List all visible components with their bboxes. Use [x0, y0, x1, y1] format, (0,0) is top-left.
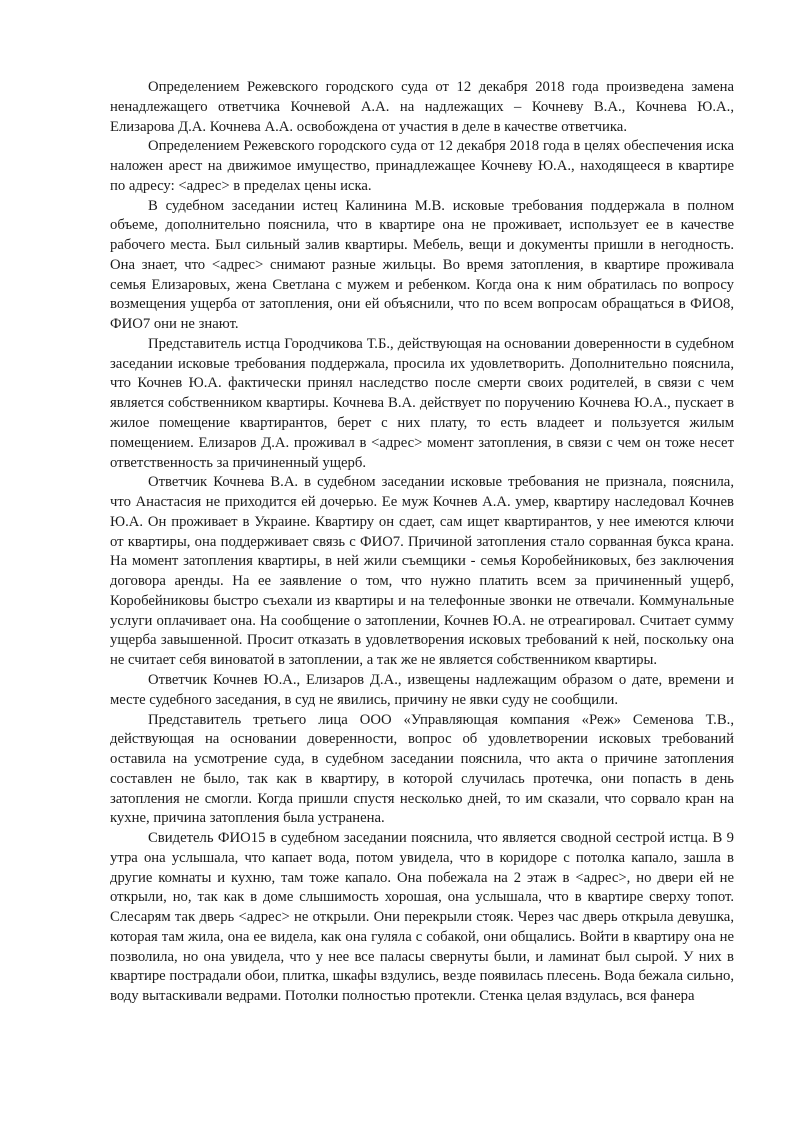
paragraph: Представитель истца Городчикова Т.Б., действующая на основании доверенности в судебном заседании исковые требования поддержала, просила их удовлетворить. Дополнительно пояснила, что Кочнев Ю.А. фактически принял наследство после смерти своих родителей, в связи с чем является собственником квартиры. Кочнева В.А. действует по поручению Кочнева Ю.А., пускает в жилое помещение квартирантов, берет с них плату, то есть владеет и пользуется жилым помещением. Елизаров Д.А. проживал в <адрес> момент затопления, в связи с чем он тоже несет ответственность за причиненный ущерб. [110, 335, 734, 471]
paragraph: Определением Режевского городского суда от 12 декабря 2018 года в целях обеспечения иска наложен арест на движимое имущество, принадлежащее Кочневу Ю.А., находящееся в квартире по адресу: <адрес> в пределах цены иска. [110, 138, 734, 194]
paragraph: Определением Режевского городского суда от 12 декабря 2018 года произведена замена ненадлежащего ответчика Кочневой А.А. на надлежащих – Кочневу В.А., Кочнева Ю.А., Елизарова Д.А. Кочнева А.А. освобождена от участия в деле в качестве ответчика. [110, 79, 734, 135]
paragraph: Ответчик Кочнева В.А. в судебном заседании исковые требования не признала, пояснила, что Анастасия не приходится ей дочерью. Ее муж Кочнев А.А. умер, квартиру наследовал Кочнев Ю.А. Он проживает в Украине. Квартиру он сдает, сам ищет квартирантов, у нее имеются ключи от квартиры, она поддерживает связь с ФИО7. Причиной затопления стало сорванная букса крана. На момент затопления квартиры, в ней жили съемщики - семья Коробейниковых, без заключения договора аренды. На ее заявление о том, что нужно платить всем за причиненный ущерб, Коробейниковы быстро съехали из квартиры и на телефонные звонки не отвечали. Коммунальные услуги оплачивает она. На сообщение о затоплении, Кочнев Ю.А. не отреагировал. Считает сумму ущерба завышенной. Просит отказать в удовлетворения исковых требований к ней, поскольку она не считает себя виноватой в затоплении, а так же не является собственником квартиры. [110, 474, 734, 669]
paragraph: Свидетель ФИО15 в судебном заседании пояснила, что является сводной сестрой истца. В 9 утра она услышала, что капает вода, потом увидела, что в коридоре с потолка капало, зашла в другие комнаты и кухню, там тоже капало. Она побежала на 2 этаж в <адрес>, но двери ей не открыли, но, так как в доме слышимость хорошая, она услышала, что в квартире сверху топот. Слесарям так дверь <адрес> не открыли. Они перекрыли стояк. Через час дверь открыла девушка, которая там жила, она ее видела, как она гуляла с собакой, они общались. Войти в квартиру она не позволила, но она увидела, что у нее все паласы свернуты были, и ламинат был сырой. У них в квартире пострадали обои, плитка, шкафы вздулись, везде появилась плесень. Вода бежала сильно, воду вытаскивали ведрами. Потолки полностью протекли. Стенка целая вздулась, вся фанера [110, 830, 734, 1005]
paragraph: Ответчик Кочнев Ю.А., Елизаров Д.А., извещены надлежащим образом о дате, времени и месте судебного заседания, в суд не явились, причину не явки суду не сообщили. [110, 671, 734, 708]
paragraph: В судебном заседании истец Калинина М.В. исковые требования поддержала в полном объеме, дополнительно пояснила, что в квартире она не проживает, использует ее в качестве рабочего места. Был сильный залив квартиры. Мебель, вещи и документы пришли в негодность. Она знает, что <адрес> снимают разные жильцы. Во время затопления, в квартире проживала семья Елизаровых, жена Светлана с мужем и ребенком. Когда она к ним обратилась по вопросу возмещения ущерба от затопления, они ей объяснили, что по всем вопросам обращаться в ФИО8, ФИО7 они не знают. [110, 197, 734, 333]
paragraph: Представитель третьего лица ООО «Управляющая компания «Реж» Семенова Т.В., действующая на основании доверенности, вопрос об удовлетворении исковых требований оставила на усмотрение суда, в судебном заседании пояснила, что акта о причине затопления составлен не было, так как в квартиру, в которой случилась протечка, они попасть в день затопления не смогли. Когда пришли спустя несколько дней, то им сказали, что сорвало кран на кухне, причина затопления была устранена. [110, 711, 734, 827]
document-body [110, 78, 734, 1007]
